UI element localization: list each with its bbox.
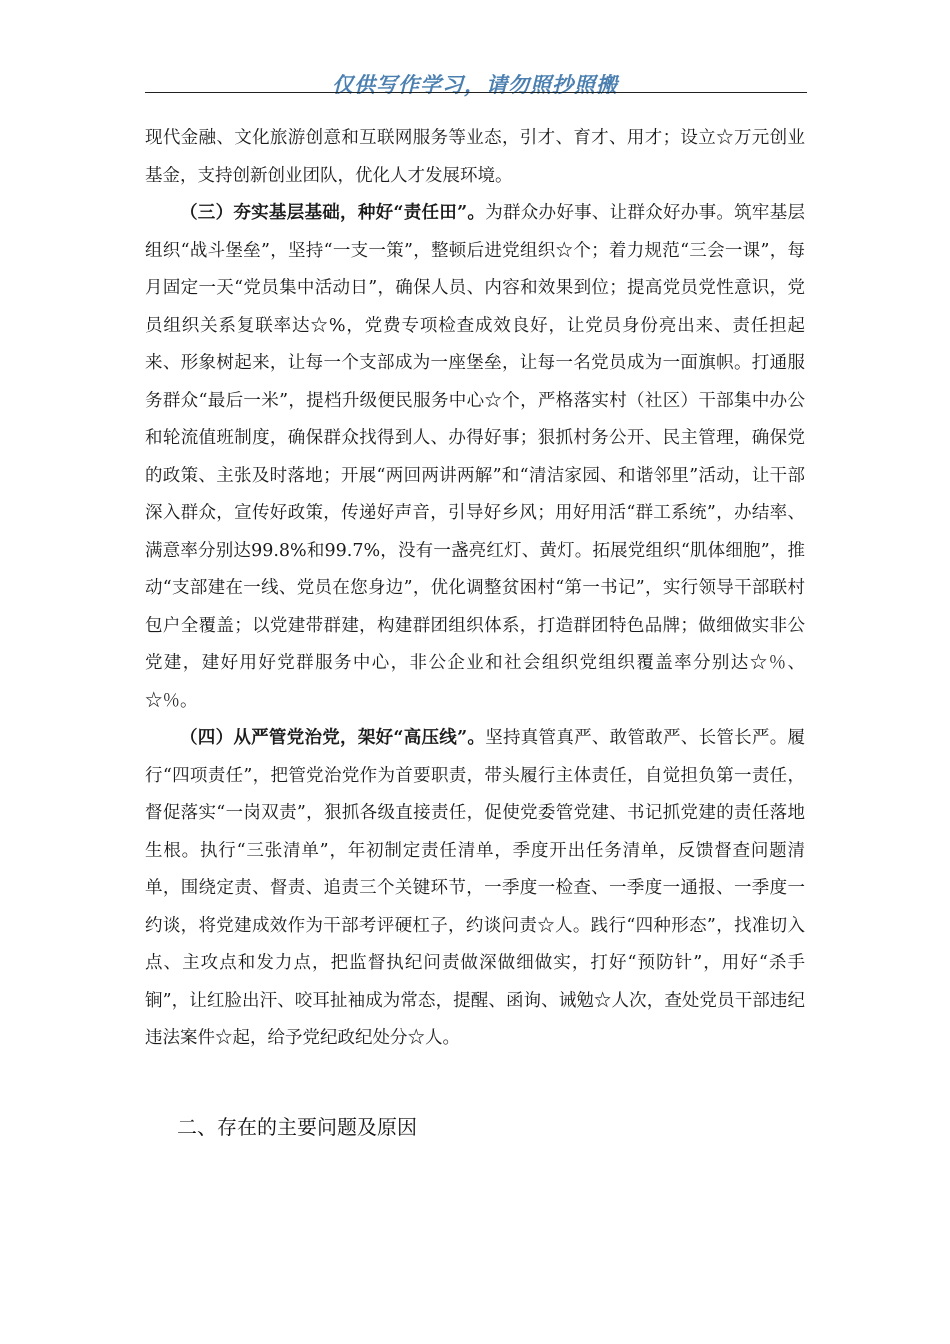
document-body xyxy=(145,120,805,1058)
paragraph-3-text: 坚持真管真严、敢管敢严、长管长严。履行“四项责任”，把管党治党作为首要职责，带头履行主体责任，自觉担负第一责任，督促落实“一岗双责”，狠抓各级直接责任，促使党委管党建、书记抓党建的责任落地生根。执行“三张清单”，年初制定责任清单，季度开出任务清单，反馈督查问题清单，围绕定责、督责、追责三个关键环节，一季度一检查、一季度一通报、一季度一约谈，将党建成效作为干部考评硬杠子，约谈问责☆人。践行“四种形态”，找准切入点、主攻点和发力点，把监督执纪问责做深做细做实，打好“预防针”，用好“杀手锏”，让红脸出汗、咬耳扯袖成为常态，提醒、函询、诫勉☆人次，查处党员干部违纪违法案件☆起，给予党纪政纪处分☆人。 xyxy=(145,728,805,1048)
header-watermark: 仅供写作学习，请勿照抄照搬 xyxy=(332,72,618,97)
paragraph-2-heading: （三）夯实基层基础，种好“责任田”。 xyxy=(180,203,486,223)
paragraph-2-text: 为群众办好事、让群众好办事。筑牢基层组织“战斗堡垒”，坚持“一支一策”，整顿后进党组织☆个；着力规范“三会一课”，每月固定一天“党员集中活动日”，确保人员、内容和效果到位；提高党员党性意识，党员组织关系复联率达☆%，党费专项检查成效良好，让党员身份亮出来、责任担起来、形象树起来，让每一个支部成为一座堡垒，让每一名党员成为一面旗帜。打通服务群众“最后一米”，提档升级便民服务中心☆个，严格落实村（社区）干部集中办公和轮流值班制度，确保群众找得到人、办得好事；狠抓村务公开、民主管理，确保党的政策、主张及时落地；开展“两回两讲两解”和“清洁家园、和谐邻里”活动，让干部深入群众，宣传好政策，传递好声音，引导好乡风；用好用活“群工系统”，办结率、满意率分别达99.8%和99.7%，没有一盏亮红灯、黄灯。拓展党组织“肌体细胞”，推动“支部建在一线、党员在您身边”，优化调整贫困村“第一书记”，实行领导干部联村包户全覆盖；以党建带群建，构建群团组织体系，打造群团特色品牌；做细做实非公党建，建好用好党群服务中心，非公企业和社会组织党组织覆盖率分别达☆％、☆％。 xyxy=(145,203,805,711)
section-heading: 二、存在的主要问题及原因 xyxy=(177,1115,417,1139)
paragraph-1: 现代金融、文化旅游创意和互联网服务等业态，引才、育才、用才；设立☆万元创业基金，支持创新创业团队，优化人才发展环境。 xyxy=(145,128,805,186)
header-divider xyxy=(145,92,807,93)
paragraph-3 xyxy=(145,720,805,1058)
paragraph-3-heading: （四）从严管党治党，架好“高压线”。 xyxy=(180,728,486,748)
paragraph-2 xyxy=(145,195,805,720)
